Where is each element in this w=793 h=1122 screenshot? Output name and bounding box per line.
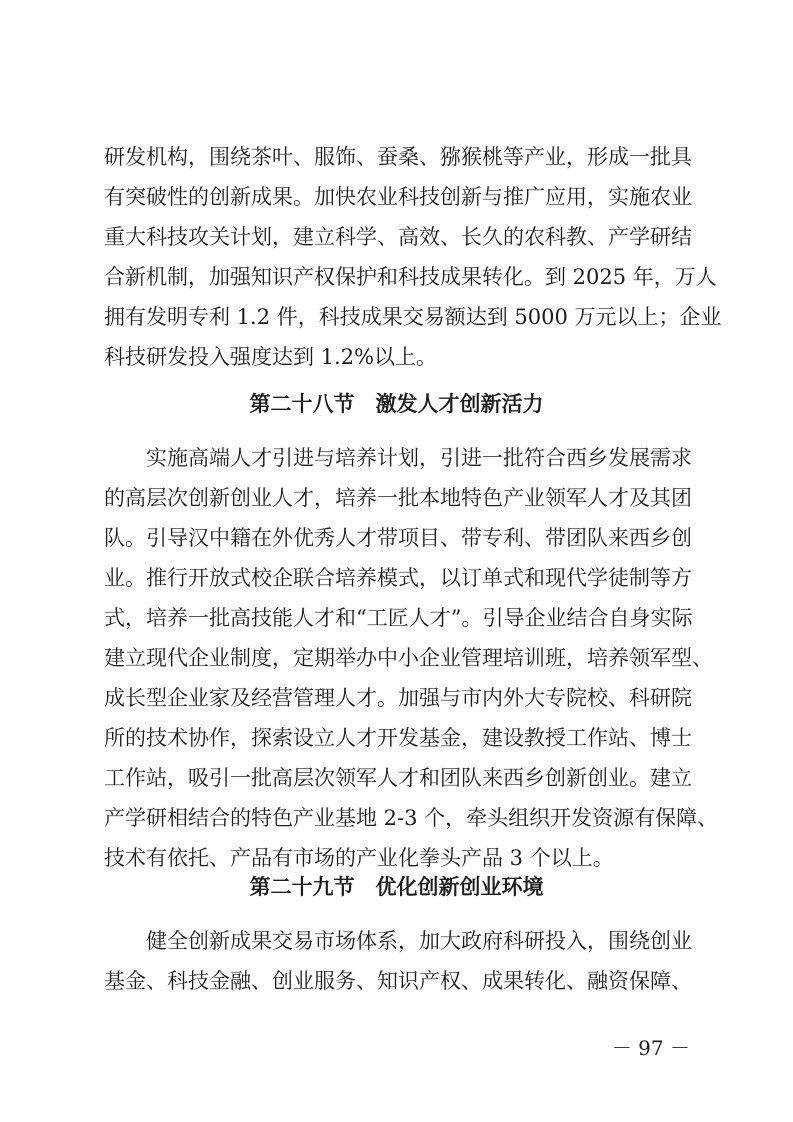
paragraph-1-line-1: 研发机构，围绕茶叶、服饰、蚕桑、猕猴桃等产业，形成一批具 (104, 145, 692, 169)
page-number: － 97 － (611, 1036, 690, 1060)
paragraph-2-line-11: 技术有依托、产品有市场的产业化拳头产品 3 个以上。 (104, 846, 614, 870)
paragraph-2-line-9: 工作站，吸引一批高层次领军人才和团队来西乡创新创业。建立 (104, 766, 692, 790)
paragraph-2-line-1: 实施高端人才引进与培养计划，引进一批符合西乡发展需求 (146, 446, 692, 470)
paragraph-1-line-2: 有突破性的创新成果。加快农业科技创新与推广应用，实施农业 (104, 185, 692, 209)
section-heading-28: 第二十八节 激发人才创新活力 (249, 392, 544, 416)
section-heading-29: 第二十九节 优化创新创业环境 (249, 875, 544, 899)
paragraph-2-line-3: 队。引导汉中籍在外优秀人才带项目、带专利、带团队来西乡创 (104, 526, 692, 550)
paragraph-3-line-1: 健全创新成果交易市场体系，加大政府科研投入，围绕创业 (146, 929, 692, 953)
paragraph-1-line-6: 科技研发投入强度达到 1.2%以上。 (104, 345, 438, 369)
paragraph-1-line-4: 合新机制，加强知识产权保护和科技成果转化。到 2025 年，万人 (104, 265, 717, 289)
paragraph-1-line-5: 拥有发明专利 1.2 件，科技成果交易额达到 5000 万元以上；企业 (104, 305, 722, 329)
paragraph-2-line-7: 成长型企业家及经营管理人才。加强与市内外大专院校、科研院 (104, 686, 692, 710)
paragraph-2-line-2: 的高层次创新创业人才，培养一批本地特色产业领军人才及其团 (104, 486, 692, 510)
paragraph-2-line-6: 建立现代企业制度，定期举办中小企业管理培训班，培养领军型、 (104, 646, 713, 670)
paragraph-2-line-4: 业。推行开放式校企联合培养模式，以订单式和现代学徒制等方 (104, 566, 692, 590)
paragraph-2-line-5: 式，培养一批高技能人才和“工匠人才”。引导企业结合自身实际 (104, 606, 693, 630)
paragraph-1-line-3: 重大科技攻关计划，建立科学、高效、长久的农科教、产学研结 (104, 225, 692, 249)
paragraph-2-line-8: 所的技术协作，探索设立人才开发基金，建设教授工作站、博士 (104, 726, 692, 750)
paragraph-3-line-2: 基金、科技金融、创业服务、知识产权、成果转化、融资保障、 (104, 969, 692, 993)
paragraph-2-line-10: 产学研相结合的特色产业基地 2-3 个，牵头组织开发资源有保障、 (104, 806, 719, 830)
